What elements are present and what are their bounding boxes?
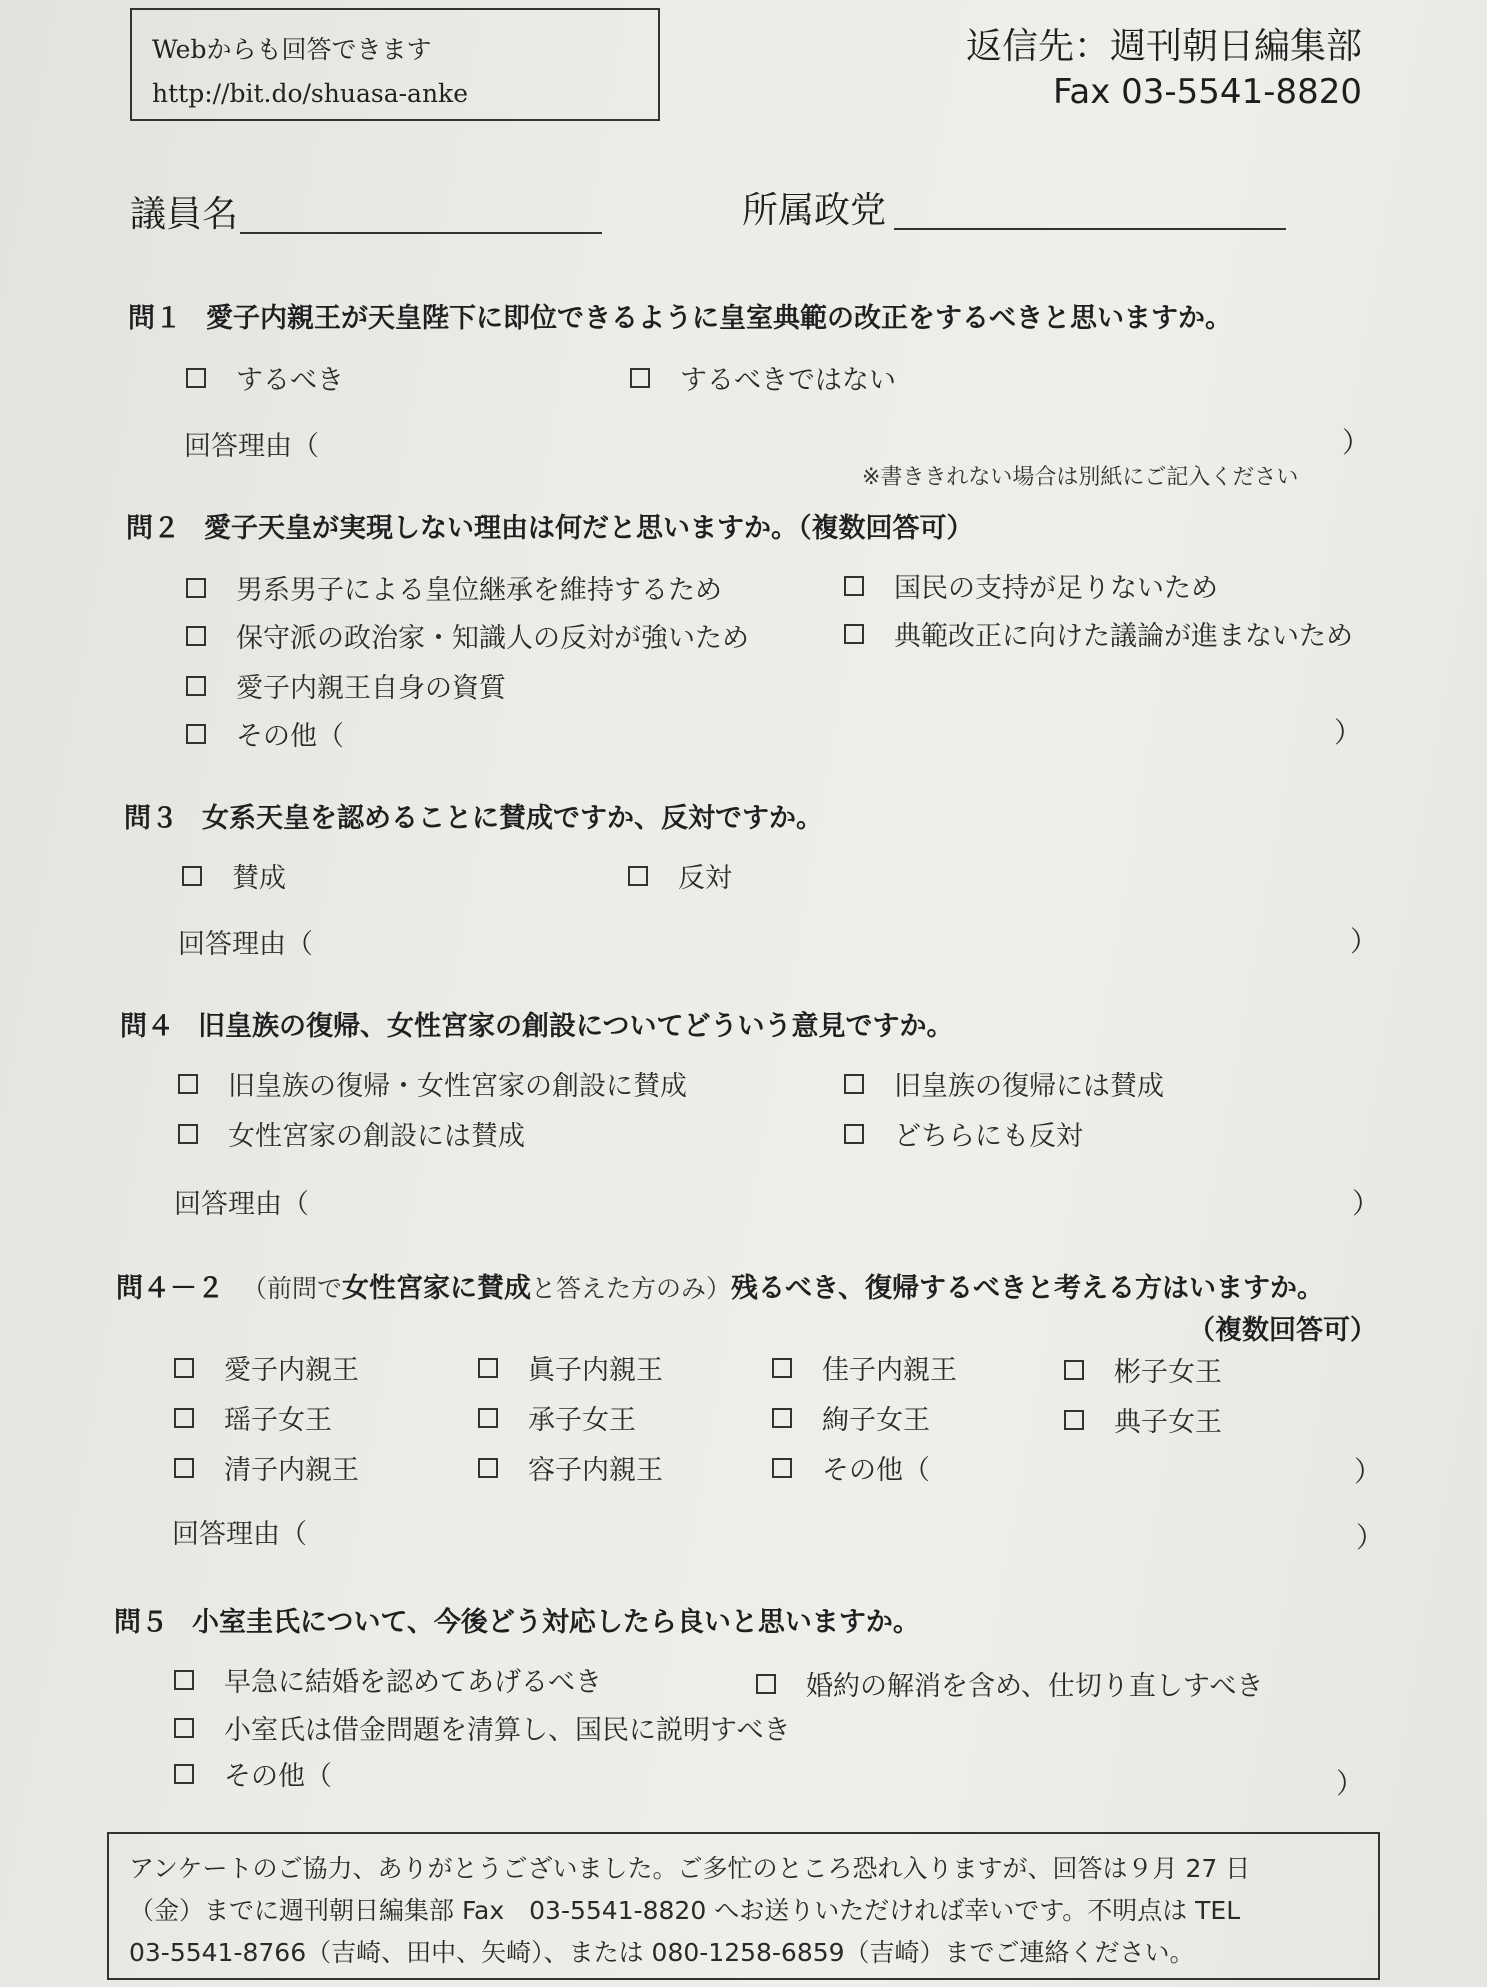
q4-2-option-noriko[interactable]: 典子女王 bbox=[1064, 1400, 1222, 1439]
q4-option-return[interactable]: 旧皇族の復帰には賛成 bbox=[844, 1064, 1164, 1103]
q5-option-reset[interactable]: 婚約の解消を含め、仕切り直しすべき bbox=[756, 1664, 1263, 1703]
checkbox[interactable] bbox=[1064, 1360, 1084, 1380]
checkbox[interactable] bbox=[844, 576, 864, 596]
q4-2-option-aiko[interactable]: 愛子内親王 bbox=[174, 1348, 359, 1387]
q4-2-option-tsuguko[interactable]: 承子女王 bbox=[478, 1398, 636, 1437]
q3-option-agree[interactable]: 賛成 bbox=[182, 856, 286, 895]
checkbox[interactable] bbox=[844, 1124, 864, 1144]
q4-2-question bbox=[116, 1266, 1324, 1305]
q4-2-number: 問４－２ bbox=[116, 1273, 224, 1304]
checkbox[interactable] bbox=[478, 1358, 498, 1378]
q4-2-multi-note: （複数回答可） bbox=[1188, 1315, 1377, 1346]
q1-reason-close: ） bbox=[1342, 426, 1371, 459]
q2-option-male-line[interactable]: 男系男子による皇位継承を維持するため bbox=[186, 568, 722, 607]
checkbox[interactable] bbox=[844, 624, 864, 644]
q2-option-debate[interactable]: 典範改正に向けた議論が進まないため bbox=[844, 614, 1353, 653]
fax-number: Fax 03-5541-8820 bbox=[1052, 72, 1362, 112]
q5-other-close: ） bbox=[1336, 1767, 1365, 1800]
checkbox[interactable] bbox=[174, 1764, 194, 1784]
party-label: 所属政党 bbox=[742, 190, 887, 231]
checkbox[interactable] bbox=[772, 1408, 792, 1428]
q1-note: ※書ききれない場合は別紙にご記入ください bbox=[862, 465, 1299, 490]
checkbox[interactable] bbox=[844, 1074, 864, 1094]
checkbox[interactable] bbox=[186, 626, 206, 646]
checkbox[interactable] bbox=[186, 676, 206, 696]
checkbox[interactable] bbox=[756, 1674, 776, 1694]
q4-question bbox=[120, 1004, 953, 1043]
q4-2-reason-label[interactable]: 回答理由（ bbox=[172, 1519, 307, 1550]
q4-2-option-yoko[interactable]: 瑶子女王 bbox=[174, 1398, 332, 1437]
q4-2-condition-prefix: （前問で bbox=[242, 1274, 343, 1303]
q4-2-option-kako[interactable]: 佳子内親王 bbox=[772, 1348, 957, 1387]
checkbox[interactable] bbox=[174, 1408, 194, 1428]
web-answer-box bbox=[130, 8, 660, 121]
q2-option-other[interactable]: その他（ bbox=[186, 714, 344, 753]
footer-line-2: （金）までに週刊朝日編集部 Fax 03-5541-8820 へお送りいただければ幸いです。不明点は TEL bbox=[129, 1896, 1241, 1925]
q2-question bbox=[126, 506, 974, 545]
q4-2-other-close: ） bbox=[1354, 1455, 1383, 1488]
checkbox[interactable] bbox=[1064, 1410, 1084, 1430]
q1-number: 問１ bbox=[128, 303, 182, 334]
web-answer-text: Webからも回答できます bbox=[152, 35, 432, 64]
q1-option-should[interactable]: するべき bbox=[186, 358, 344, 397]
q4-2-option-sayako[interactable]: 清子内親王 bbox=[174, 1448, 359, 1487]
q4-2-option-yasuko[interactable]: 容子内親王 bbox=[478, 1448, 663, 1487]
q4-reason-close: ） bbox=[1352, 1187, 1381, 1220]
q2-option-public-support[interactable]: 国民の支持が足りないため bbox=[844, 566, 1218, 605]
q4-2-option-ayako[interactable]: 絢子女王 bbox=[772, 1398, 930, 1437]
q2-text: 愛子天皇が実現しない理由は何だと思いますか。（複数回答可） bbox=[204, 513, 974, 544]
footer-line-1: アンケートのご協力、ありがとうございました。ご多忙のところ恐れ入りますが、回答は９月 27 日 bbox=[129, 1854, 1251, 1883]
q3-question bbox=[124, 796, 823, 835]
q5-text: 小室圭氏について、今後どう対応したら良いと思いますか。 bbox=[192, 1607, 920, 1638]
web-answer-url[interactable]: http://bit.do/shuasa-anke bbox=[152, 79, 469, 108]
reply-destination: 返信先：週刊朝日編集部 bbox=[965, 26, 1362, 67]
q1-question bbox=[128, 296, 1232, 335]
q2-number: 問２ bbox=[126, 513, 180, 544]
q3-text: 女系天皇を認めることに賛成ですか、反対ですか。 bbox=[202, 803, 823, 834]
member-name-field[interactable] bbox=[240, 232, 602, 234]
q4-option-oppose-both[interactable]: どちらにも反対 bbox=[844, 1114, 1083, 1153]
checkbox[interactable] bbox=[772, 1458, 792, 1478]
q2-other-close: ） bbox=[1334, 716, 1363, 749]
q4-2-reason-close: ） bbox=[1356, 1521, 1385, 1554]
checkbox[interactable] bbox=[174, 1458, 194, 1478]
q4-2-option-akiko[interactable]: 彬子女王 bbox=[1064, 1350, 1222, 1389]
checkbox[interactable] bbox=[628, 866, 648, 886]
q3-reason-label[interactable]: 回答理由（ bbox=[178, 929, 313, 960]
q5-question bbox=[114, 1600, 920, 1639]
checkbox[interactable] bbox=[478, 1458, 498, 1478]
footer-line-3: 03-5541-8766（吉崎、田中、矢崎）、または 080-1258-6859（吉崎）までご連絡ください。 bbox=[129, 1938, 1195, 1967]
checkbox[interactable] bbox=[186, 578, 206, 598]
party-field[interactable] bbox=[894, 228, 1286, 230]
q5-option-explain[interactable]: 小室氏は借金問題を清算し、国民に説明すべき bbox=[174, 1708, 790, 1747]
member-name-label: 議員名 bbox=[130, 194, 239, 235]
q5-option-approve[interactable]: 早急に結婚を認めてあげるべき bbox=[174, 1660, 602, 1699]
checkbox[interactable] bbox=[178, 1124, 198, 1144]
q1-reason-label[interactable]: 回答理由（ bbox=[184, 431, 319, 462]
q5-number: 問５ bbox=[114, 1607, 168, 1638]
q5-option-other[interactable]: その他（ bbox=[174, 1754, 332, 1793]
checkbox[interactable] bbox=[182, 866, 202, 886]
q4-2-condition-suffix: と答えた方のみ） bbox=[531, 1274, 732, 1303]
q4-2-condition-bold: 女性宮家に賛成 bbox=[342, 1273, 532, 1304]
q4-option-female-house[interactable]: 女性宮家の創設には賛成 bbox=[178, 1114, 525, 1153]
q3-number: 問３ bbox=[124, 803, 178, 834]
q4-2-option-other[interactable]: その他（ bbox=[772, 1448, 930, 1487]
q4-reason-label[interactable]: 回答理由（ bbox=[174, 1189, 309, 1220]
checkbox[interactable] bbox=[186, 724, 206, 744]
q4-2-text: 残るべき、復帰するべきと考える方はいますか。 bbox=[731, 1273, 1324, 1304]
checkbox[interactable] bbox=[772, 1358, 792, 1378]
checkbox[interactable] bbox=[630, 368, 650, 388]
checkbox[interactable] bbox=[178, 1074, 198, 1094]
q2-option-conservative[interactable]: 保守派の政治家・知識人の反対が強いため bbox=[186, 616, 749, 655]
q3-option-oppose[interactable]: 反対 bbox=[628, 856, 732, 895]
q4-option-both[interactable]: 旧皇族の復帰・女性宮家の創設に賛成 bbox=[178, 1064, 687, 1103]
checkbox[interactable] bbox=[174, 1358, 194, 1378]
checkbox[interactable] bbox=[174, 1670, 194, 1690]
q4-number: 問４ bbox=[120, 1011, 174, 1042]
checkbox[interactable] bbox=[186, 368, 206, 388]
checkbox[interactable] bbox=[478, 1408, 498, 1428]
thank-you-box bbox=[107, 1832, 1380, 1980]
checkbox[interactable] bbox=[174, 1718, 194, 1738]
q1-text: 愛子内親王が天皇陛下に即位できるように皇室典範の改正をするべきと思いますか。 bbox=[206, 303, 1232, 334]
q3-reason-close: ） bbox=[1350, 925, 1379, 958]
q1-option-should-not[interactable]: するべきではない bbox=[630, 358, 896, 397]
q4-text: 旧皇族の復帰、女性宮家の創設についてどういう意見ですか。 bbox=[198, 1011, 954, 1042]
q4-2-option-mako[interactable]: 眞子内親王 bbox=[478, 1348, 663, 1387]
q2-option-qualities[interactable]: 愛子内親王自身の資質 bbox=[186, 666, 506, 705]
